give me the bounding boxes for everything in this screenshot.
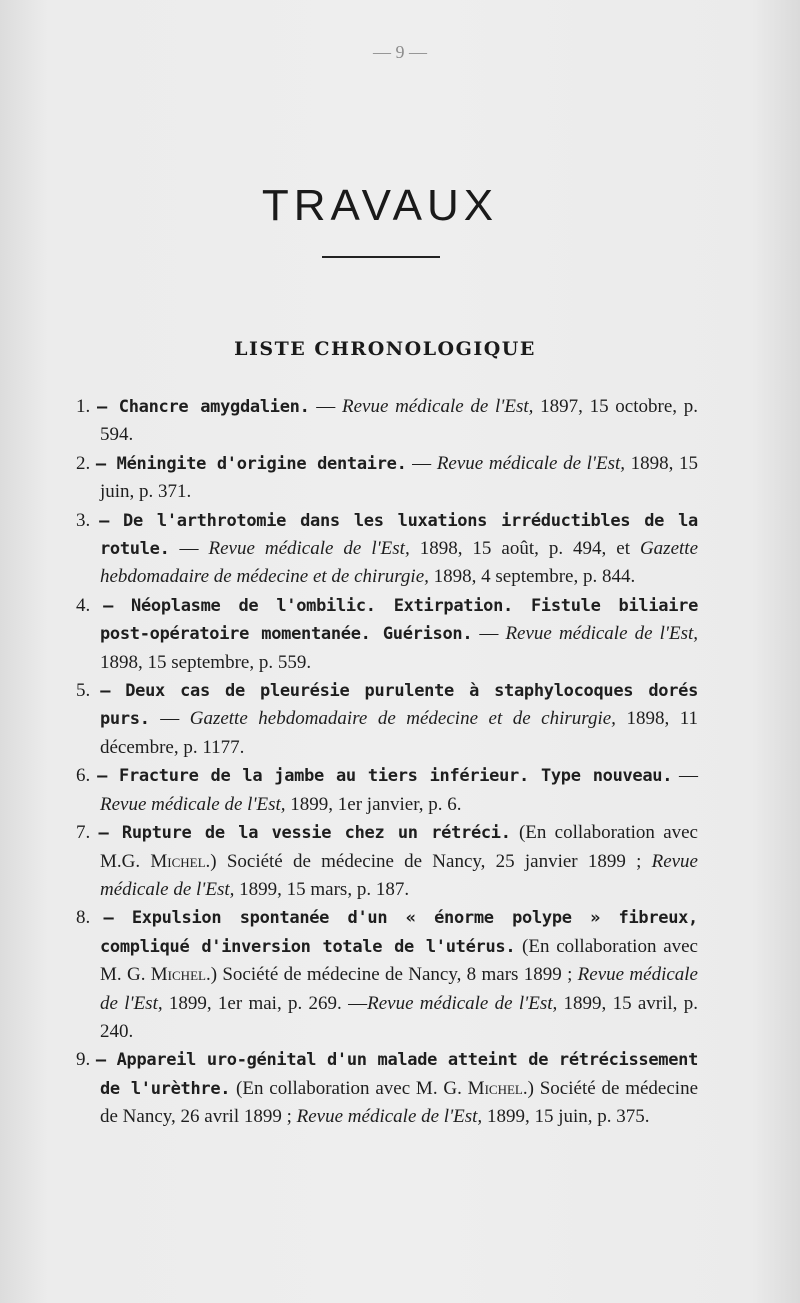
section-subtitle: LISTE CHRONOLOGIQUE xyxy=(234,338,536,360)
page-title: TRAVAUX xyxy=(261,181,499,231)
list-item: 7. — Rupture de la vessie chez un rétréci. (En collaboration avec M.G. Michel.) Société de médecine de Nancy, 25 janvier 1899 ; Revue médicale de l'Est, 1899, 15 mars, p. 187. xyxy=(76,822,698,900)
list-item: 6. — Fracture de la jambe au tiers inférieur. Type nouveau. — Revue médicale de l'Est, 1899, 1er janvier, p. 6. xyxy=(76,765,699,815)
list-item: 5. — Deux cas de pleurésie purulente à staphylocoques dorés purs. — Gazette hebdomadaire de médecine et de chirurgie, 1898, 11 décembre, p. 1177. xyxy=(76,680,699,758)
list-item: 8. — Expulsion spontanée d'un « énorme polype » fibreux, compliqué d'inversion totale de l'utérus. (En collaboration avec M. G. Michel.) Société de médecine de Nancy, 8 mars 1899 ; Revue médicale de l'Est, 1899, 1er mai, p. 269. —Revue médicale de l'Est, 1899, 15 avril, p. 240. xyxy=(76,907,698,1042)
entry-list xyxy=(76,393,698,1132)
list-item: 1. — Chancre amygdalien. — Revue médicale de l'Est, 1897, 15 octobre, p. 594. xyxy=(76,396,698,446)
list-item: 4. — Néoplasme de l'ombilic. Extirpation. Fistule biliaire post-opératoire momentanée. Guérison. — Revue médicale de l'Est, 1898, 15 septembre, p. 559. xyxy=(76,594,699,673)
list-item: 3. — De l'arthrotomie dans les luxations irréductibles de la rotule. — Revue médicale de l'Est, 1898, 15 août, p. 494, et Gazette hebdomadaire de médecine et de chirurgie, 1898, 4 septembre, p. 844. xyxy=(76,509,698,588)
list-item: 9. — Appareil uro-génital d'un malade atteint de rétrécissement de l'urèthre. (En collaboration avec M. G. Michel.) Société de médecine de Nancy, 26 avril 1899 ; Revue médicale de l'Est, 1899, 15 juin, p. 375. xyxy=(76,1049,699,1128)
page-number: — 9 — xyxy=(373,42,427,62)
list-item: 2. — Méningite d'origine dentaire. — Revue médicale de l'Est, 1898, 15 juin, p. 371. xyxy=(76,452,699,503)
title-rule xyxy=(322,256,440,258)
